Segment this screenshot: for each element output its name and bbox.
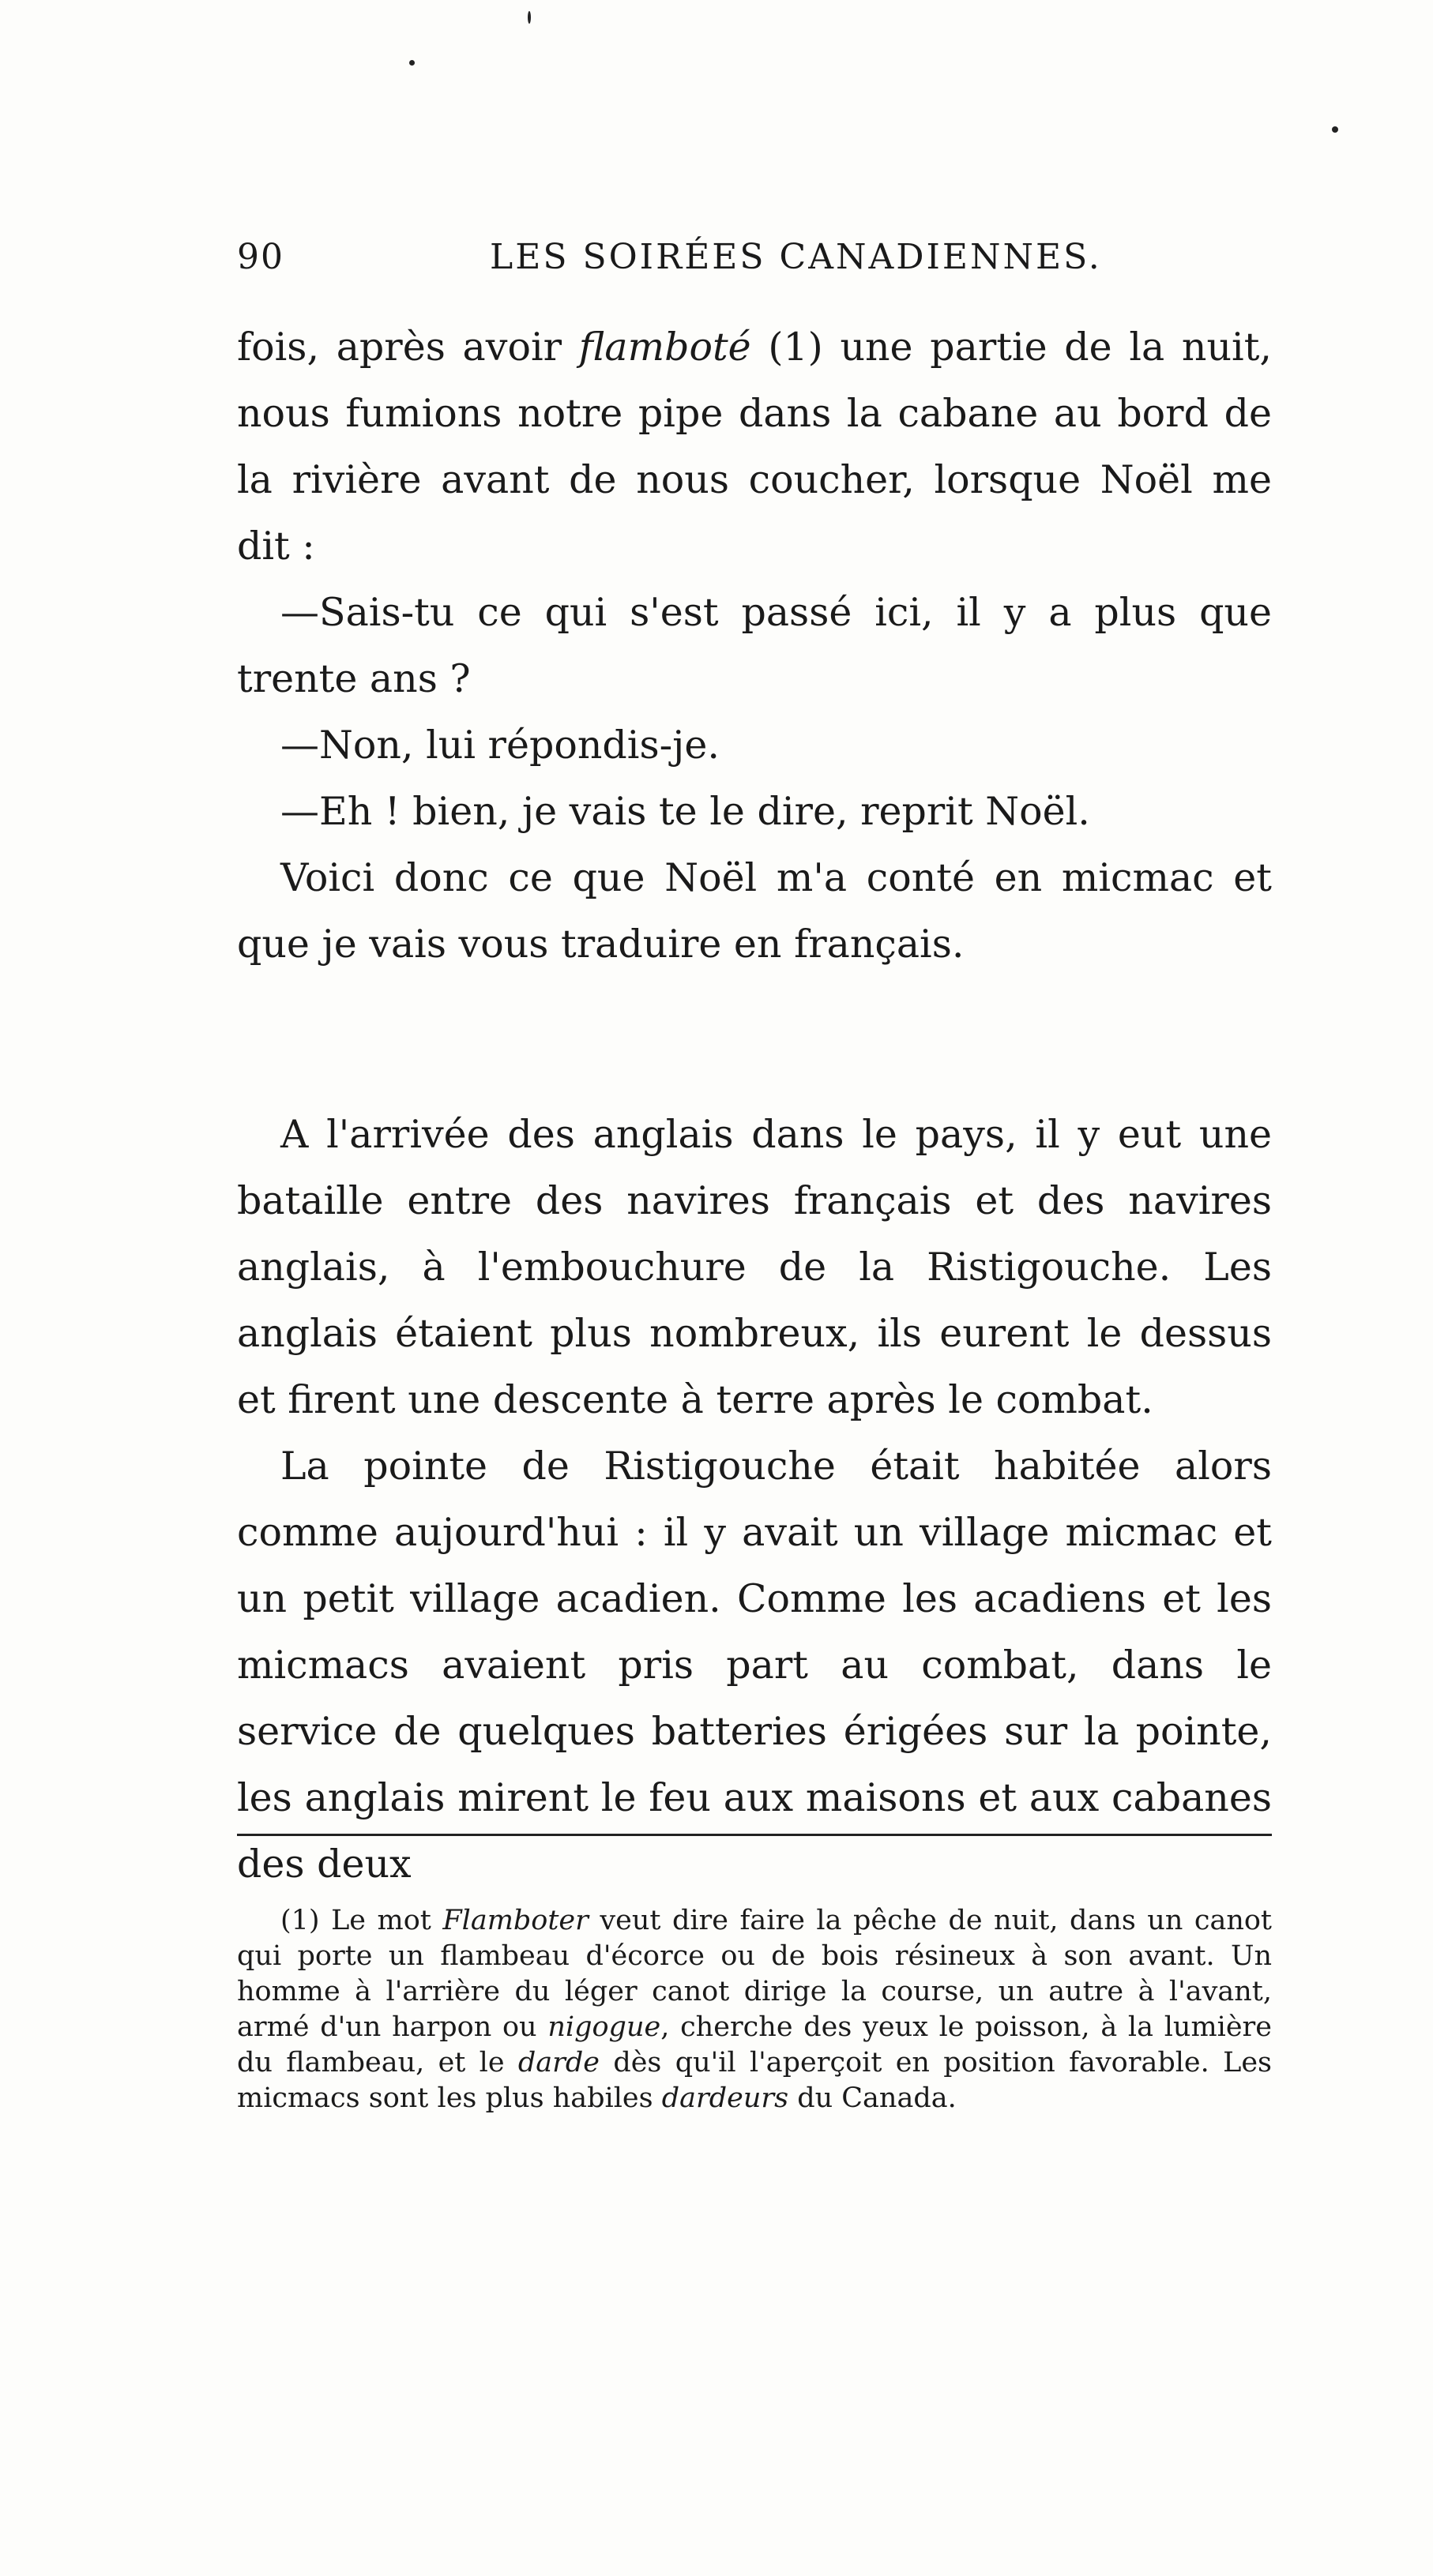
ink-speck <box>409 60 415 66</box>
ink-speck <box>528 11 531 24</box>
paragraph: Voici donc ce que Noël m'a conté en micmac et que je vais vous traduire en français. <box>237 855 1272 967</box>
dialogue-line: —Eh ! bien, je vais te le dire, reprit Noël. <box>280 789 1090 834</box>
paragraph: La pointe de Ristigouche était habitée alors comme aujourd'hui : il y avait un village micmac et un petit village acadien. Comme les acadiens et les micmacs avaient pris part au combat, dans le service de quelques batteries érigées sur la pointe, les anglais mirent le feu aux maisons et aux cabanes des deux <box>237 1444 1272 1887</box>
footnote-rule <box>237 1834 1272 1836</box>
page-header <box>237 237 1272 300</box>
running-title: LES SOIRÉES CANADIENNES. <box>490 237 1102 277</box>
ink-speck <box>1332 126 1338 133</box>
dialogue-line: —Sais-tu ce qui s'est passé ici, il y a plus que trente ans ? <box>237 590 1272 701</box>
paragraph: fois, après avoir flamboté (1) une partie de la nuit, nous fumions notre pipe dans la cabane au bord de la rivière avant de nous coucher, lorsque Noël me dit : <box>237 325 1272 569</box>
footnote: (1) Le mot Flamboter veut dire faire la pêche de nuit, dans un canot qui porte un flambeau d'écorce ou de bois résineux à son avant. Un homme à l'arrière du léger canot dirige la course, un autre à l'avant, armé d'un harpon ou nigogue, cherche des yeux le poisson, à la lumière du flambeau, et le darde dès qu'il l'aperçoit en position favorable. Les micmacs sont les plus habiles dardeurs du Canada. <box>237 1905 1273 2114</box>
intro-text <box>237 314 1272 978</box>
dialogue-line: —Non, lui répondis-je. <box>280 723 720 768</box>
page-number: 90 <box>237 237 284 277</box>
story-text <box>237 1102 1272 1898</box>
italic-term: flamboté <box>578 325 751 370</box>
paragraph: A l'arrivée des anglais dans le pays, il y eut une bataille entre des navires français et des navires anglais, à l'embouchure de la Ristigouche. Les anglais étaient plus nombreux, ils eurent le dessus et firent une descente à terre après le combat. <box>237 1112 1272 1422</box>
